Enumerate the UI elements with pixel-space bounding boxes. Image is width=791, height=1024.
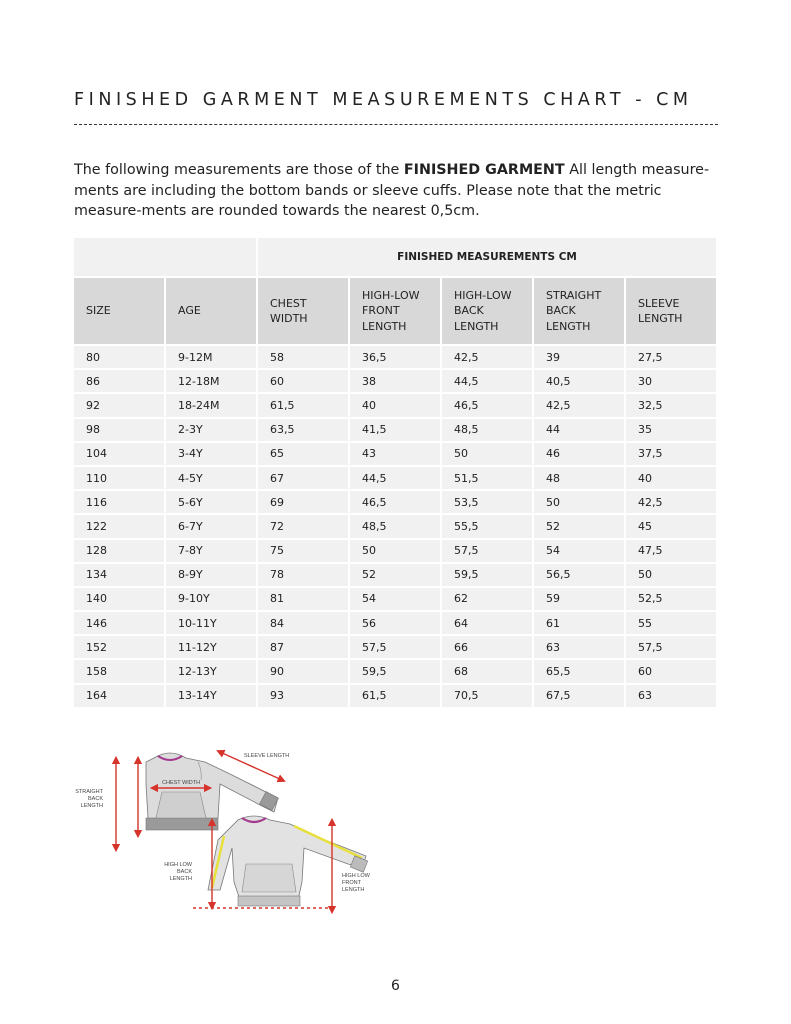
cell-high-low-back: 44,5 (442, 370, 534, 394)
cell-sleeve: 30 (626, 370, 716, 394)
cell-age: 10-11Y (166, 612, 258, 636)
cell-size: 140 (74, 588, 166, 612)
table-body (74, 346, 716, 709)
intro-text-after: All length measure-ments are including the bottom bands or sleeve cuffs. Please note that the metric measure-ments are rounded towards the nearest 0,5cm. (74, 162, 710, 219)
cell-sleeve: 55 (626, 612, 716, 636)
label-straight-back-3: LENGTH (80, 803, 103, 809)
cell-high-low-front: 41,5 (350, 419, 442, 443)
cell-size: 128 (74, 540, 166, 564)
cell-high-low-front: 43 (350, 443, 442, 467)
page-number: 6 (391, 978, 400, 994)
cell-straight-back: 59 (534, 588, 626, 612)
column-header-age: AGE (166, 278, 258, 346)
cell-age: 9-10Y (166, 588, 258, 612)
cell-age: 18-24M (166, 394, 258, 418)
cell-size: 122 (74, 515, 166, 539)
cell-sleeve: 45 (626, 515, 716, 539)
table-row (74, 564, 716, 588)
table-row (74, 467, 716, 491)
cell-age: 9-12M (166, 346, 258, 370)
cell-high-low-back: 64 (442, 612, 534, 636)
cell-high-low-back: 53,5 (442, 491, 534, 515)
cell-straight-back: 46 (534, 443, 626, 467)
cell-high-low-back: 46,5 (442, 394, 534, 418)
table-row (74, 540, 716, 564)
cell-size: 98 (74, 419, 166, 443)
cell-chest-width: 60 (258, 370, 350, 394)
cell-high-low-front: 48,5 (350, 515, 442, 539)
cell-age: 6-7Y (166, 515, 258, 539)
cell-chest-width: 90 (258, 660, 350, 684)
intro-bold: FINISHED GARMENT (403, 162, 565, 178)
cell-sleeve: 63 (626, 685, 716, 709)
cell-high-low-front: 54 (350, 588, 442, 612)
column-header-size: SIZE (74, 278, 166, 346)
table-row (74, 346, 716, 370)
table-header-row (74, 278, 716, 346)
table-row (74, 515, 716, 539)
cell-sleeve: 32,5 (626, 394, 716, 418)
label-high-low-back-3: LENGTH (169, 876, 192, 882)
cell-chest-width: 81 (258, 588, 350, 612)
cell-high-low-back: 62 (442, 588, 534, 612)
cell-high-low-front: 57,5 (350, 636, 442, 660)
cell-straight-back: 40,5 (534, 370, 626, 394)
label-chest-width: CHEST WIDTH (162, 780, 201, 786)
cell-size: 146 (74, 612, 166, 636)
table-group-header-row (74, 238, 716, 278)
cell-straight-back: 63 (534, 636, 626, 660)
cell-chest-width: 67 (258, 467, 350, 491)
cell-high-low-front: 46,5 (350, 491, 442, 515)
cell-high-low-back: 51,5 (442, 467, 534, 491)
cell-size: 86 (74, 370, 166, 394)
cell-chest-width: 72 (258, 515, 350, 539)
cell-high-low-front: 56 (350, 612, 442, 636)
cell-chest-width: 58 (258, 346, 350, 370)
cell-sleeve: 40 (626, 467, 716, 491)
cell-straight-back: 39 (534, 346, 626, 370)
cell-straight-back: 65,5 (534, 660, 626, 684)
cell-straight-back: 54 (534, 540, 626, 564)
table-row (74, 491, 716, 515)
cell-size: 164 (74, 685, 166, 709)
cell-size: 158 (74, 660, 166, 684)
cell-age: 12-13Y (166, 660, 258, 684)
cell-high-low-back: 50 (442, 443, 534, 467)
cell-sleeve: 27,5 (626, 346, 716, 370)
cell-chest-width: 75 (258, 540, 350, 564)
cell-high-low-back: 55,5 (442, 515, 534, 539)
cell-straight-back: 50 (534, 491, 626, 515)
label-high-low-front-1: HIGH LOW (342, 873, 370, 879)
cell-high-low-front: 38 (350, 370, 442, 394)
cell-chest-width: 84 (258, 612, 350, 636)
intro-text-before: The following measurements are those of the (74, 162, 404, 178)
label-straight-back-1: STRAIGHT (75, 789, 103, 795)
cell-age: 13-14Y (166, 685, 258, 709)
cell-age: 3-4Y (166, 443, 258, 467)
cell-high-low-front: 52 (350, 564, 442, 588)
cell-high-low-front: 44,5 (350, 467, 442, 491)
intro-paragraph (74, 160, 724, 222)
column-header-high-low-front: HIGH-LOW FRONT LENGTH (350, 278, 442, 346)
table-row (74, 443, 716, 467)
cell-age: 7-8Y (166, 540, 258, 564)
cell-sleeve: 52,5 (626, 588, 716, 612)
cell-age: 8-9Y (166, 564, 258, 588)
garment-diagram (70, 740, 390, 920)
cell-high-low-back: 70,5 (442, 685, 534, 709)
cell-chest-width: 63,5 (258, 419, 350, 443)
cell-straight-back: 44 (534, 419, 626, 443)
cell-sleeve: 57,5 (626, 636, 716, 660)
cell-size: 134 (74, 564, 166, 588)
cell-age: 11-12Y (166, 636, 258, 660)
cell-straight-back: 61 (534, 612, 626, 636)
table-row (74, 685, 716, 709)
label-straight-back-2: BACK (88, 796, 103, 802)
cell-high-low-front: 36,5 (350, 346, 442, 370)
cell-straight-back: 52 (534, 515, 626, 539)
cell-chest-width: 87 (258, 636, 350, 660)
cell-sleeve: 50 (626, 564, 716, 588)
column-header-chest-width: CHEST WIDTH (258, 278, 350, 346)
cell-high-low-back: 68 (442, 660, 534, 684)
label-high-low-front-2: FRONT (342, 880, 361, 886)
cell-high-low-back: 48,5 (442, 419, 534, 443)
cell-age: 12-18M (166, 370, 258, 394)
cell-sleeve: 35 (626, 419, 716, 443)
cell-sleeve: 60 (626, 660, 716, 684)
table-row (74, 588, 716, 612)
cell-high-low-back: 57,5 (442, 540, 534, 564)
cell-chest-width: 69 (258, 491, 350, 515)
cell-sleeve: 42,5 (626, 491, 716, 515)
cell-size: 104 (74, 443, 166, 467)
cell-sleeve: 47,5 (626, 540, 716, 564)
cell-high-low-front: 61,5 (350, 685, 442, 709)
cell-straight-back: 56,5 (534, 564, 626, 588)
cell-high-low-back: 42,5 (442, 346, 534, 370)
cell-high-low-back: 59,5 (442, 564, 534, 588)
column-header-sleeve: SLEEVE LENGTH (626, 278, 716, 346)
cell-high-low-back: 66 (442, 636, 534, 660)
table-row (74, 419, 716, 443)
measurements-table (74, 238, 716, 709)
cell-chest-width: 61,5 (258, 394, 350, 418)
table-row (74, 612, 716, 636)
cell-size: 152 (74, 636, 166, 660)
table-row (74, 660, 716, 684)
cell-high-low-front: 50 (350, 540, 442, 564)
cell-age: 2-3Y (166, 419, 258, 443)
group-header-finished: FINISHED MEASUREMENTS CM (258, 238, 716, 278)
cell-straight-back: 67,5 (534, 685, 626, 709)
label-high-low-back-2: BACK (177, 869, 192, 875)
cell-high-low-front: 59,5 (350, 660, 442, 684)
dashed-divider (74, 124, 718, 125)
table-row (74, 370, 716, 394)
cell-chest-width: 78 (258, 564, 350, 588)
cell-chest-width: 65 (258, 443, 350, 467)
label-high-low-front-3: LENGTH (342, 887, 365, 893)
column-header-high-low-back: HIGH-LOW BACK LENGTH (442, 278, 534, 346)
cell-size: 116 (74, 491, 166, 515)
cell-straight-back: 48 (534, 467, 626, 491)
label-high-low-back-1: HIGH LOW (164, 862, 192, 868)
group-header-spacer (74, 238, 258, 278)
cell-chest-width: 93 (258, 685, 350, 709)
cell-size: 110 (74, 467, 166, 491)
cell-sleeve: 37,5 (626, 443, 716, 467)
cell-age: 4-5Y (166, 467, 258, 491)
cell-size: 92 (74, 394, 166, 418)
label-sleeve-length: SLEEVE LENGTH (244, 753, 290, 759)
table-row (74, 394, 716, 418)
cell-straight-back: 42,5 (534, 394, 626, 418)
page-title: FINISHED GARMENT MEASUREMENTS CHART - CM (74, 90, 693, 110)
cell-age: 5-6Y (166, 491, 258, 515)
cell-size: 80 (74, 346, 166, 370)
cell-high-low-front: 40 (350, 394, 442, 418)
table-row (74, 636, 716, 660)
column-header-straight-back: STRAIGHT BACK LENGTH (534, 278, 626, 346)
